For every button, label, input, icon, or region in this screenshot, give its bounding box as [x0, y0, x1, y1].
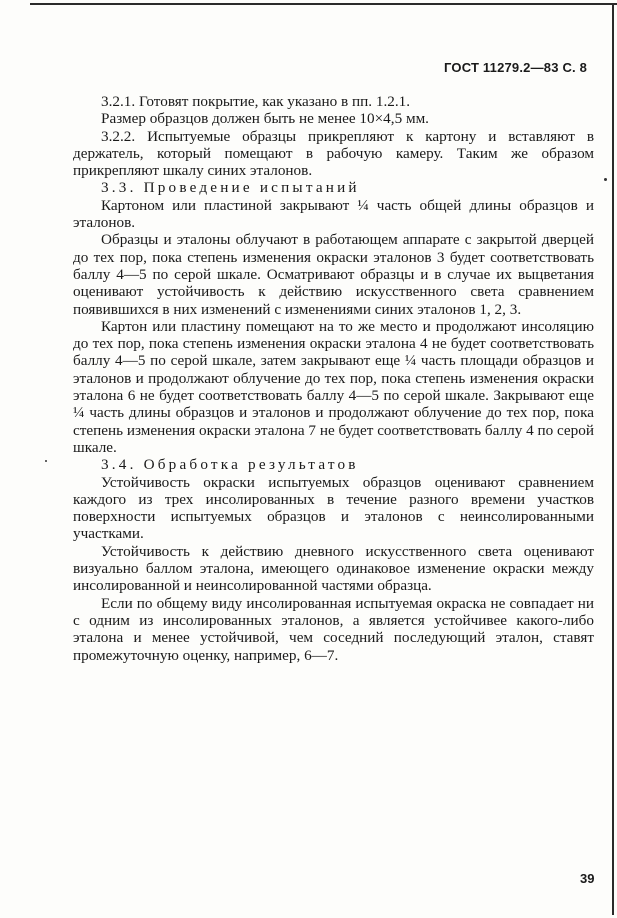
- page-header: ГОСТ 11279.2—83 С. 8: [444, 60, 588, 75]
- right-edge-rule: [612, 3, 614, 915]
- scan-speck: [45, 460, 47, 462]
- scan-speck: [604, 178, 607, 181]
- paragraph-sample-size: Размер образцов должен быть не менее 10×4,5 мм.: [101, 110, 429, 128]
- paragraph-cover: Картоном или пластиной закрывают ¼ часть общей длины образцов и эталонов.: [73, 196, 594, 232]
- body-text: [73, 93, 594, 664]
- paragraph-intermediate-grade: Если по общему виду инсолированная испытуемая окраска не совпадает ни с одним из инсолированных эталонов, а является устойчивее какого-либо эталона и менее устойчивой, чем соседний последующий эталон, ставят промежуточную оценку, например, 6—7.: [73, 594, 594, 664]
- top-edge-rule: [30, 3, 617, 5]
- paragraph-evaluation: Устойчивость окраски испытуемых образцов оценивают сравнением каждого из трех инсолированных в течение разного времени участков поверхности испытуемых образцов и эталонов с неинсолированными участками.: [73, 473, 594, 543]
- page-number: 39: [580, 871, 595, 886]
- paragraph-continue-insolation: Картон или пластину помещают на то же место и продолжают инсоляцию до тех пор, пока степень изменения окраски эталона 4 не будет соответствовать баллу 4—5 по серой шкале, затем закрывают еще ¼ часть площади образцов и эталонов и продолжают облучение до тех пор, пока степень изменения окраски эталона 6 не будет соответствовать баллу 4—5 по серой шкале. Закрывают еще ¼ часть длины образцов и эталонов и продолжают облучение до тех пор, пока степень изменения окраски эталона 7 не будет соответствовать баллу 4 по серой шкале.: [73, 317, 594, 456]
- paragraph-3-2-2: 3.2.2. Испытуемые образцы прикрепляют к картону и вставляют в держатель, который помещают в рабочую камеру. Таким же образом прикрепляют шкалу синих эталонов.: [73, 127, 594, 180]
- paragraph-irradiation: Образцы и эталоны облучают в работающем аппарате с закрытой дверцей до тех пор, пока степень изменения окраски эталонов 3 будет соответствовать баллу 4—5 по серой шкале. Осматривают образцы и в случае их выцветания оценивают устойчивость к действию искусственного света сравнением появившихся в них изменений с изменениями синих эталонов 1, 2, 3.: [73, 231, 594, 318]
- section-heading-3-4: 3.4. Обработка результатов: [101, 456, 359, 474]
- paragraph-visual-grade: Устойчивость к действию дневного искусственного света оценивают визуально баллом эталона, имеющего одинаковое изменение окраски между инсолированной и неинсолированной частями образца.: [73, 542, 594, 595]
- paragraph-3-2-1: 3.2.1. Готовят покрытие, как указано в пп. 1.2.1.: [101, 93, 411, 110]
- section-heading-3-3: 3.3. Проведение испытаний: [101, 179, 360, 197]
